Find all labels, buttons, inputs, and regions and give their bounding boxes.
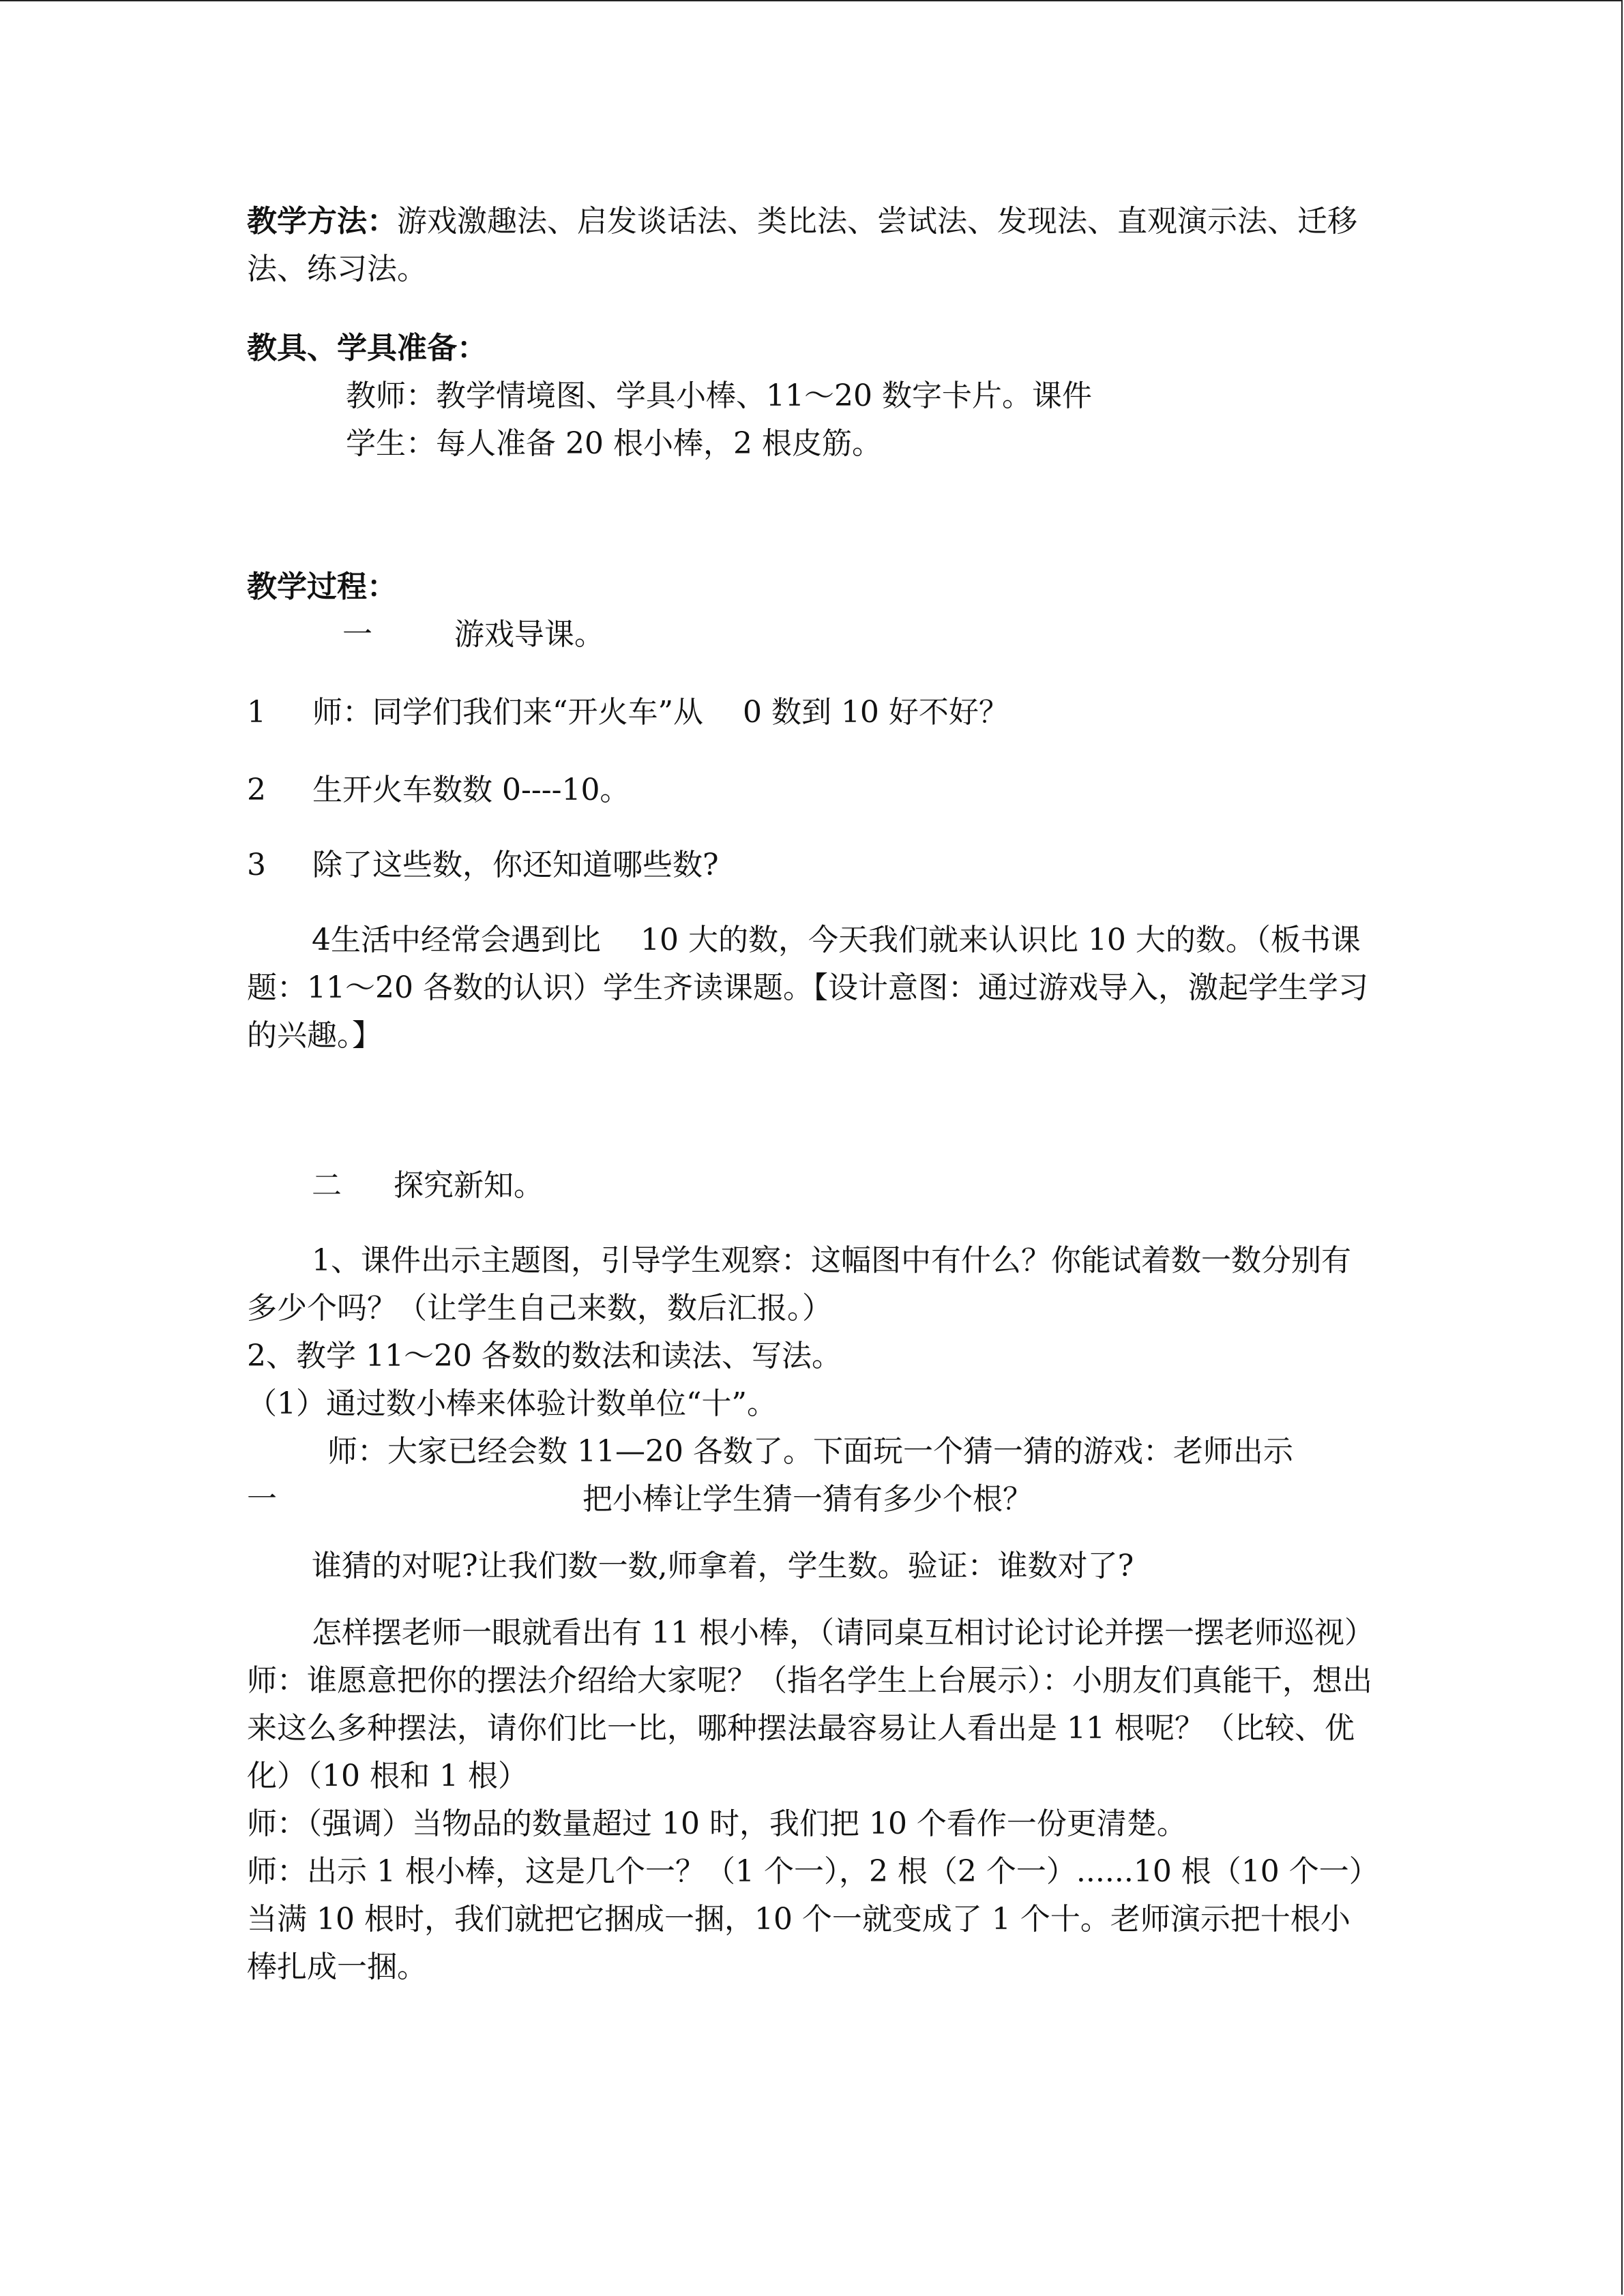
section-1-number: 一 [342, 617, 372, 652]
section-2-paragraph-9: 师：出示 1 根小棒，这是几个一？（1 个一），2 根（2 个一）......10 根（10 个一）当满 10 根时，我们就把它捆成一捆，10 个一就变成了 1 个十。老师演示把十根小棒扎成一捆。 [247, 1854, 1379, 1984]
section-2-paragraph-1: 1、课件出示主题图，引导学生观察：这幅图中有什么？你能试着数一数分别有多少个吗？（让学生自己来数，数后汇报。） [247, 1243, 1351, 1326]
section-2-paragraph-4a: 师：大家已经会数 11—20 各数了。下面玩一个猜一猜的游戏：老师出示 [327, 1434, 1293, 1469]
teaching-methods-text: 游戏激趣法、启发谈话法、类比法、尝试法、发现法、直观演示法、迁移法、练习法。 [247, 204, 1357, 286]
section-2-paragraph-2: 2、教学 11～20 各数的数法和读法、写法。 [247, 1339, 842, 1373]
list-item-number: 3 [247, 848, 266, 882]
section-2-paragraph-6: 怎样摆老师一眼就看出有 11 根小棒，（请同桌互相讨论讨论并摆一摆老师巡视） [312, 1615, 1374, 1650]
list-item-text: 师：同学们我们来“开火车”从 0 数到 10 好不好？ [312, 695, 1009, 730]
list-item-text: 除了这些数，你还知道哪些数? [312, 848, 719, 882]
section-2-heading [247, 1162, 1379, 1210]
section-2-paragraph-5: 谁猜的对呢?让我们数一数,师拿着，学生数。验证：谁数对了? [312, 1549, 1134, 1583]
process-heading: 教学过程： [247, 569, 397, 604]
materials-teacher: 教师：教学情境图、学具小棒、11～20 数字卡片。课件 [346, 378, 1092, 413]
section-2-paragraph-3: （1）通过数小棒来体验计数单位“十”。 [247, 1386, 777, 1421]
section-2-paragraph-4b-lead: 一 [247, 1482, 277, 1517]
paragraph-4: 4生活中经常会遇到比 10 大的数，今天我们就来认识比 10 大的数。（板书课题：11～20 各数的认识）学生齐读课题。【设计意图：通过游戏导入，激起学生学习的兴趣。】 [247, 923, 1368, 1053]
section-1-title: 游戏导课。 [454, 617, 604, 652]
teaching-methods [247, 198, 1379, 293]
list-item [247, 689, 1379, 736]
materials-student: 学生：每人准备 20 根小棒，2 根皮筋。 [346, 426, 882, 461]
section-1-heading [247, 611, 1379, 659]
teaching-methods-label: 教学方法： [247, 204, 397, 239]
section-2-paragraph-8: 师：（强调）当物品的数量超过 10 时，我们把 10 个看作一份更清楚。 [247, 1806, 1187, 1841]
section-2-paragraph-4b [247, 1476, 1379, 1523]
list-item-text: 生开火车数数 0----10。 [312, 773, 630, 807]
section-2-paragraph-4b-text: 把小棒让学生猜一猜有多少个根？ [582, 1482, 1033, 1517]
section-2-title: 探究新知。 [394, 1168, 544, 1203]
list-item [247, 766, 1379, 814]
list-item [247, 841, 1379, 889]
section-2-number: 二 [312, 1168, 342, 1203]
list-item-number: 2 [247, 773, 266, 807]
document-body [247, 198, 1379, 1991]
section-2-paragraph-7: 师：谁愿意把你的摆法介绍给大家呢？（指名学生上台展示）：小朋友们真能干，想出来这么多种摆法，请你们比一比，哪种摆法最容易让人看出是 11 根呢？（比较、优化）（10 根和 1 根） [247, 1663, 1372, 1793]
materials-heading: 教具、学具准备： [247, 331, 487, 366]
list-item-number: 1 [247, 695, 266, 730]
